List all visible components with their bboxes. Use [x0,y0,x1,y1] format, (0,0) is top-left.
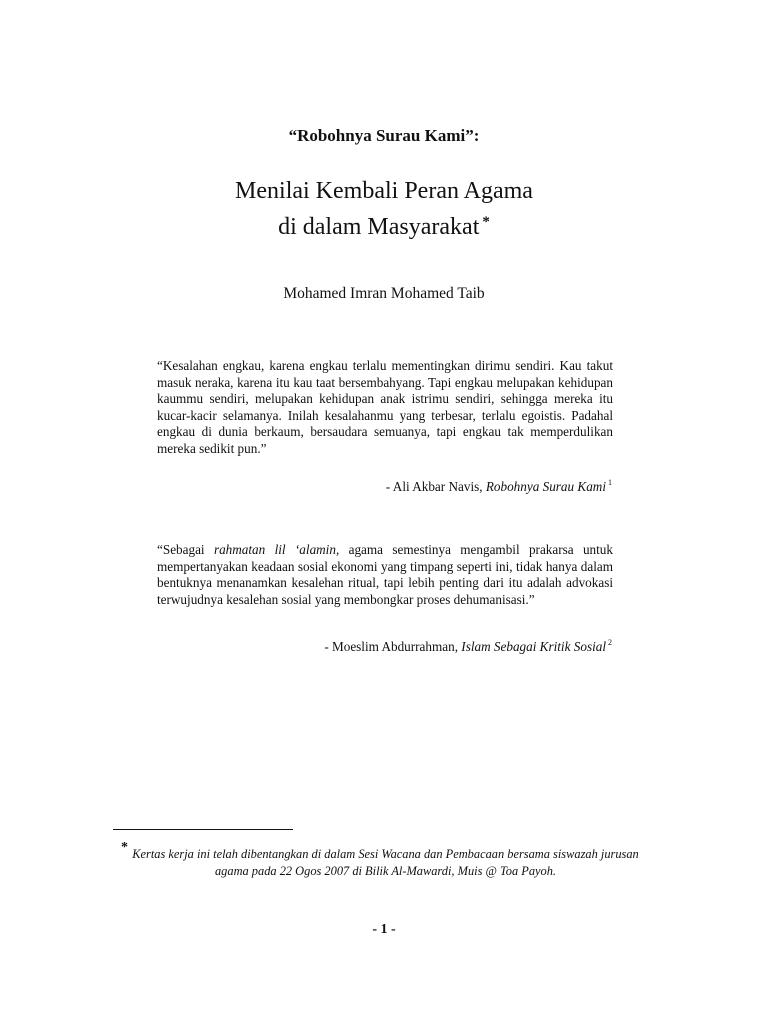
page-number: - 1 - [372,922,396,937]
title-line-1: Menilai Kembali Peran Agama [235,178,533,204]
epigraph-attribution-2 [324,638,612,655]
footnote-separator [113,829,293,830]
footnote-line-1: Kertas kerja ini telah dibentangkan di dalam Sesi Wacana dan Pembacaan bersama siswazah jurusan [132,847,639,861]
footnote-line-2: agama pada 22 Ogos 2007 di Bilik Al-Mawardi, Muis @ Toa Payoh. [214,864,556,878]
attribution-1-work: Robohnya Surau Kami [485,479,606,494]
footnote-ref-1: 1 [608,478,612,487]
title-footnote-mark: * [482,214,490,230]
quote-2-italic-phrase: rahmatan lil ‘alamin, [213,542,340,557]
footnote-mark: * [121,840,128,855]
quote-2-text-after: agama semestinya mengambil prakarsa untuk mempertanyakan keadaan sosial ekonomi yang timpang seperti ini, tidak hanya dalam bentuknya menanamkan kesalehan ritual, tapi lebih penting dari itu adalah advokasi terwujudnya kesalehan sosial yang membongkar proses dehumanisasi.” [157,542,613,607]
attribution-2-author: - Moeslim Abdurrahman, [324,639,462,654]
attribution-1-author: - Ali Akbar Navis, [385,479,486,494]
epigraph-quote-1: “Kesalahan engkau, karena engkau terlalu mementingkan dirimu sendiri. Kau takut masuk neraka, karena itu kau taat bersembahyang. Tapi engkau melupakan kehidupan kaummu sendiri, melupakan kehidupan anak istrimu sendiri, sehingga mereka itu kucar-kacir selamanya. Inilah kesalahanmu yang terbesar, terlalu egoistis. Padahal engkau di dunia berkaum, bersaudara semuanya, tapi engkau tak memperdulikan mereka sedikit pun.” [157,358,613,456]
title-line-2-text: di dalam Masyarakat [278,214,480,240]
title-line-2 [0,207,768,243]
footnote-ref-2: 2 [608,638,612,647]
document-kicker: “Robohnya Surau Kami”: [288,126,480,145]
footnote [113,840,658,880]
author-name: Mohamed Imran Mohamed Taib [283,285,485,302]
epigraph-attribution-1 [386,478,612,495]
epigraph-quote-2 [157,542,613,608]
document-title [0,176,768,243]
attribution-2-work: Islam Sebagai Kritik Sosial [461,639,606,654]
quote-2-text-before: “Sebagai [157,542,214,557]
